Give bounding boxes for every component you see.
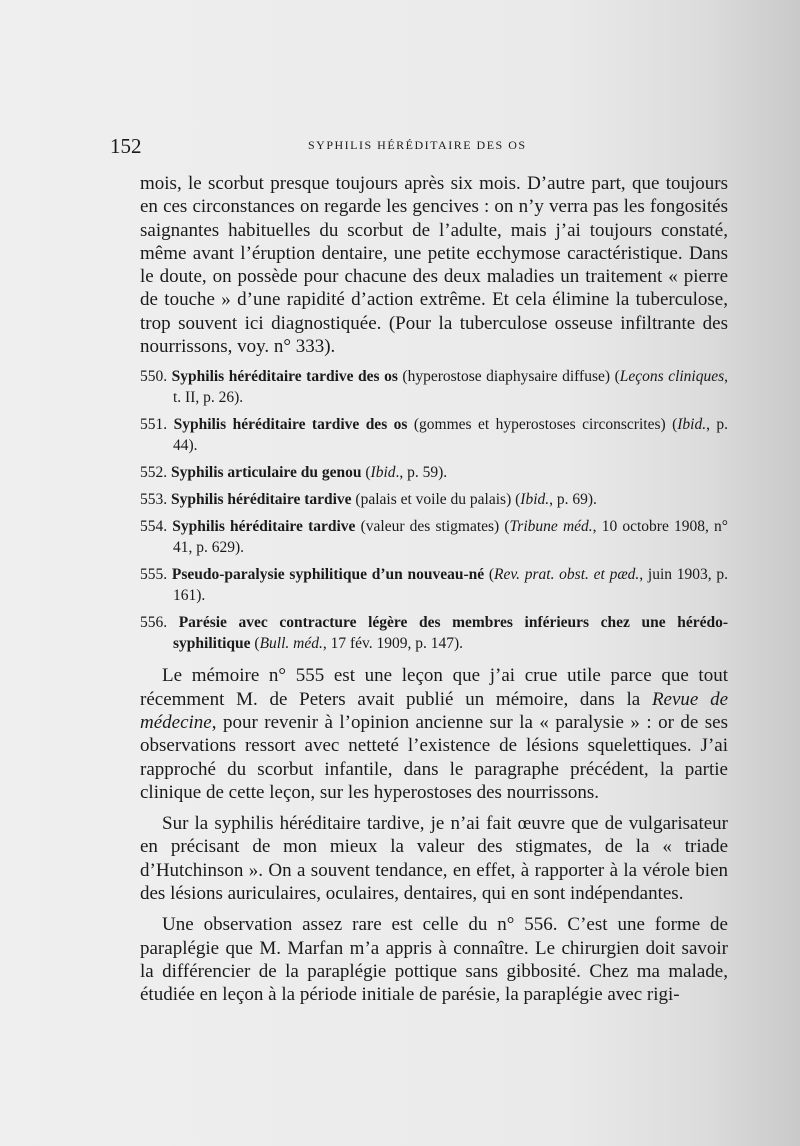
reference-detail: ( [250,635,260,653]
paragraph-memoire [140,664,728,804]
reference-title: Pseudo-paralysie syphilitique d’un nouveau-né [171,566,485,584]
intro-paragraph: mois, le scorbut presque toujours après six mois. D’autre part, que toujours en ces circonstances on regarde les gencives : on n’y verra pas les fongosités saignantes habituelles du scorbut de l’adulte, mais j’ai toujours constaté, même avant l’éruption dentaire, une petite ecchymose caractéristique. Dans le doute, on possède pour chacune des deux maladies un traitement « pierre de touche » d’une rapidité d’action extrême. Et cela élimine la tuberculose, trop souvent ici diagnostiquée. (Pour la tuberculose osseuse infiltrante des nourrissons, voy. n° 333). [140,173,728,358]
reference-detail: , p. 69). [549,491,597,509]
page-header [110,134,730,158]
reference-number: 550. [140,368,168,386]
reference-detail: ( [484,566,495,584]
paragraph-text: , pour revenir à l’opinion ancienne sur la « paralysie » : or de ses observations ressort avec netteté l’existence de lésions squelettiques. J’ai rapproché du scorbut infantile, dans le paragraphe précédent, la partie clinique de cette leçon, sur les hyperostoses des nourrissons. [140,711,728,803]
reference-title: Syphilis héréditaire tardive [172,518,356,536]
reference-detail: , 10 octobre 1908, n° 41, p. 629). [173,518,729,557]
reference-list [140,366,728,654]
reference-source: Leçons cliniques [619,368,725,386]
reference-number: 551. [140,416,168,434]
reference-detail: (gommes et hyperostoses circonscrites) ( [407,416,678,434]
reference-item [140,489,728,510]
reference-item [140,366,728,408]
reference-source: Rev. prat. obst. et pæd. [494,566,640,584]
reference-source: Ibid. [520,491,550,509]
reference-number: 554. [140,518,168,536]
reference-detail: (valeur des stigmates) ( [355,518,510,536]
reference-number: 556. [140,614,168,632]
reference-item [140,612,728,654]
reference-title: Syphilis articulaire du genou [171,464,362,482]
reference-source: Ibid. [677,416,707,434]
paragraph-syphilis: Sur la syphilis héréditaire tardive, je n’ai fait œuvre que de vulgarisateur en précisant de mon mieux la valeur des stigmates, de la « triade d’Hutchinson ». On a souvent tendance, en effet, à rapporter à la vérole bien des lésions auriculaires, oculaires, dentaires, qui en sont indépendantes. [140,813,728,905]
paragraph-observation: Une observation assez rare est celle du n° 556. C’est une forme de paraplégie que M. Marfan m’a appris à connaître. Le chirurgien doit savoir la différencier de la paraplégie pottique sans gibbosité. Chez ma malade, étudiée en leçon à la période initiale de parésie, la paraplégie avec rigi- [140,914,728,1006]
reference-detail: ., p. 59). [395,464,448,482]
reference-source: Bull. méd. [259,635,323,653]
reference-detail: , juin 1903, p. 161). [173,566,728,605]
reference-number: 553. [140,491,168,509]
reference-detail: , p. 44). [173,416,729,455]
reference-detail: (palais et voile du palais) ( [351,491,521,509]
running-title: SYPHILIS HÉRÉDITAIRE DES OS [308,138,527,152]
reference-title: Syphilis héréditaire tardive des os [173,416,408,434]
reference-item [140,414,728,456]
reference-title: Parésie avec contracture légère des membres inférieurs chez une hérédo-syphilitique [173,614,728,653]
reference-number: 552. [140,464,168,482]
reference-item [140,462,728,483]
page-number: 152 [110,134,142,158]
reference-source: Tribune méd. [509,518,593,536]
reference-title: Syphilis héréditaire tardive [171,491,352,509]
reference-item [140,516,728,558]
reference-detail: (hyperostose diaphysaire diffuse) ( [397,368,620,386]
reference-number: 555. [140,566,168,584]
journal-title: Revue de médecine [140,688,729,733]
paragraph-text: Le mémoire n° 555 est une leçon que j’ai crue utile parce que tout récemment M. de Peters avait publié un mémoire, dans la [140,665,728,710]
reference-title: Syphilis héréditaire tardive des os [171,368,398,386]
page-body [140,172,728,1007]
reference-detail: , t. II, p. 26). [173,368,729,407]
reference-source: Ibid [370,464,396,482]
reference-detail: , 17 fév. 1909, p. 147). [322,635,464,653]
reference-detail: ( [361,464,371,482]
reference-item [140,564,728,606]
